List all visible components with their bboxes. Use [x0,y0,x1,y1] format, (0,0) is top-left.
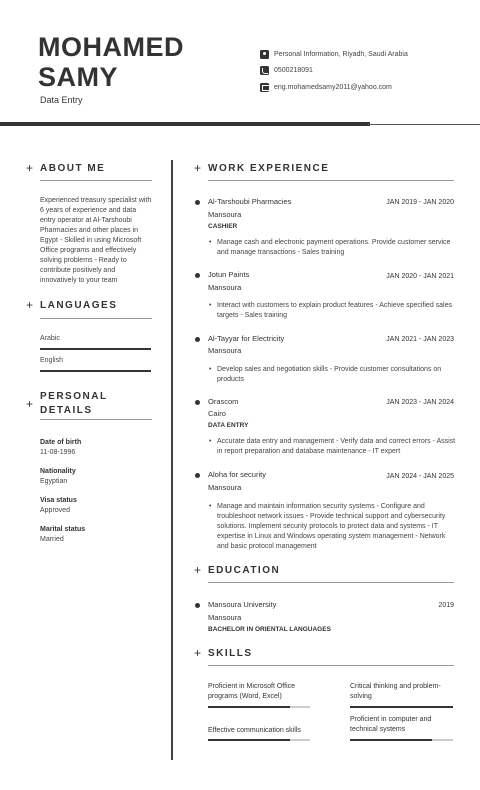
header-rule [0,122,480,128]
job-location: Mansoura [208,210,242,219]
skill-level-bar [208,739,310,741]
language-level-bar [40,370,151,372]
job-company: Jotun Paints [208,270,250,279]
contact-location [260,46,408,62]
contact-phone [260,63,408,79]
job-date: JAN 2021 - JAN 2023 [386,336,454,343]
field-value: 11-08-1996 [40,449,76,456]
section-skills-heading [194,647,253,661]
plus-icon: + [194,563,202,577]
column-divider [171,160,173,760]
job-location: Mansoura [208,483,242,492]
name-last: SAMY [38,62,119,92]
field-value: Approved [40,507,70,514]
job-bullet: • Manage and maintain information security systems - Configure and troubleshoot network issues - Provide technical support and cybersecurity solutions. Implement security protocols to protect data and systems - IT expertise in Linux and Windows operating system management - Network and basic protocol management [209,502,456,552]
plus-icon: + [26,397,34,411]
language-item: English [40,357,63,364]
plus-icon: + [194,161,202,175]
phone-text: 0500218091 [274,67,313,74]
location-pin-icon [260,50,269,59]
section-underline [40,419,152,420]
section-title: ABOUT ME [40,163,106,174]
timeline-dot [195,337,200,342]
field-label: Date of birth [40,439,82,446]
section-about-heading [26,162,105,176]
skill-level-bar [350,739,453,741]
job-title: DATA ENTRY [208,422,249,429]
job-bullet: • Develop sales and negotiation skills - Provide customer consultations on products [209,365,456,385]
timeline-dot [195,400,200,405]
skill-item: Proficient in Microsoft Office programs (Word, Excel) [208,683,296,700]
section-title: PERSONAL DETAILS [40,391,108,416]
job-bullet: • Accurate data entry and management - Verify data and correct errors - Assist in report preparation and database maintenance - IT expert [209,437,456,457]
timeline-dot [195,603,200,608]
about-text: Experienced treasury specialist with 6 years of experience and data entry operator at Al-Tarshoubi Pharmacies and other places in Egypt - Skilled in using Microsoft Office programs and effectively solving problems - Ready to contribute positively and innovatively to your team [40,197,152,284]
section-personal-heading [26,390,108,418]
candidate-name [38,32,184,92]
contact-block [260,46,408,96]
location-text: Personal Information, Riyadh, Saudi Arabia [274,50,408,58]
section-languages-heading [26,299,117,313]
section-education-heading [194,564,280,578]
job-date: JAN 2019 - JAN 2020 [386,199,454,206]
job-date: JAN 2024 - JAN 2025 [386,473,454,480]
skill-level-bar [350,706,453,708]
job-date: JAN 2020 - JAN 2021 [386,273,454,280]
section-title: WORK EXPERIENCE [208,163,330,174]
education-year: 2019 [438,602,454,609]
job-company: Al-Tarshoubi Pharmacies [208,197,292,206]
job-location: Cairo [208,409,226,418]
plus-icon: + [194,646,202,660]
field-label: Visa status [40,497,77,504]
name-first: MOHAMED [38,32,184,62]
plus-icon: + [26,298,34,312]
education-school: Mansoura University [208,600,277,609]
phone-icon [260,66,269,75]
job-company: Aloha for security [208,470,266,479]
section-underline [208,665,454,666]
section-underline [40,180,152,181]
section-title: EDUCATION [208,565,281,576]
field-value: Egyptian [40,478,68,485]
language-item: Arabic [40,335,60,342]
field-label: Marital status [40,526,86,533]
job-title: CASHIER [208,223,238,230]
job-location: Mansoura [208,283,242,292]
email-text[interactable]: eng.mohamedsamy2011@yahoo.com [274,83,392,91]
job-role: Data Entry [40,95,83,105]
job-date: JAN 2023 - JAN 2024 [386,399,454,406]
section-title: SKILLS [208,648,253,659]
section-work-heading [194,162,329,176]
skill-item: Effective communication skills [208,727,301,734]
job-bullet: • Manage cash and electronic payment operations. Provide customer service and manage transactions - Sales training [209,238,456,258]
timeline-dot [195,200,200,205]
education-degree: BACHELOR IN ORIENTAL LANGUAGES [208,626,331,633]
field-value: Married [40,536,64,543]
job-company: Al-Tayyar for Electricity [208,334,285,343]
timeline-dot [195,273,200,278]
section-title: LANGUAGES [40,300,118,311]
plus-icon: + [26,161,34,175]
field-label: Nationality [40,468,76,475]
section-underline [40,318,152,319]
email-icon [260,83,269,92]
language-level-bar [40,348,151,350]
education-location: Mansoura [208,613,242,622]
timeline-dot [195,473,200,478]
section-underline [208,582,454,583]
skill-item: Critical thinking and problem-solving [350,683,441,700]
job-location: Mansoura [208,346,242,355]
skill-item: Proficient in computer and technical systems [350,716,432,733]
section-underline [208,180,454,181]
skill-level-bar [208,706,310,708]
job-bullet: • Interact with customers to explain product features - Achieve specified sales targets - Sales training [209,301,456,321]
job-company: Orascom [208,397,239,406]
contact-email[interactable] [260,79,408,95]
